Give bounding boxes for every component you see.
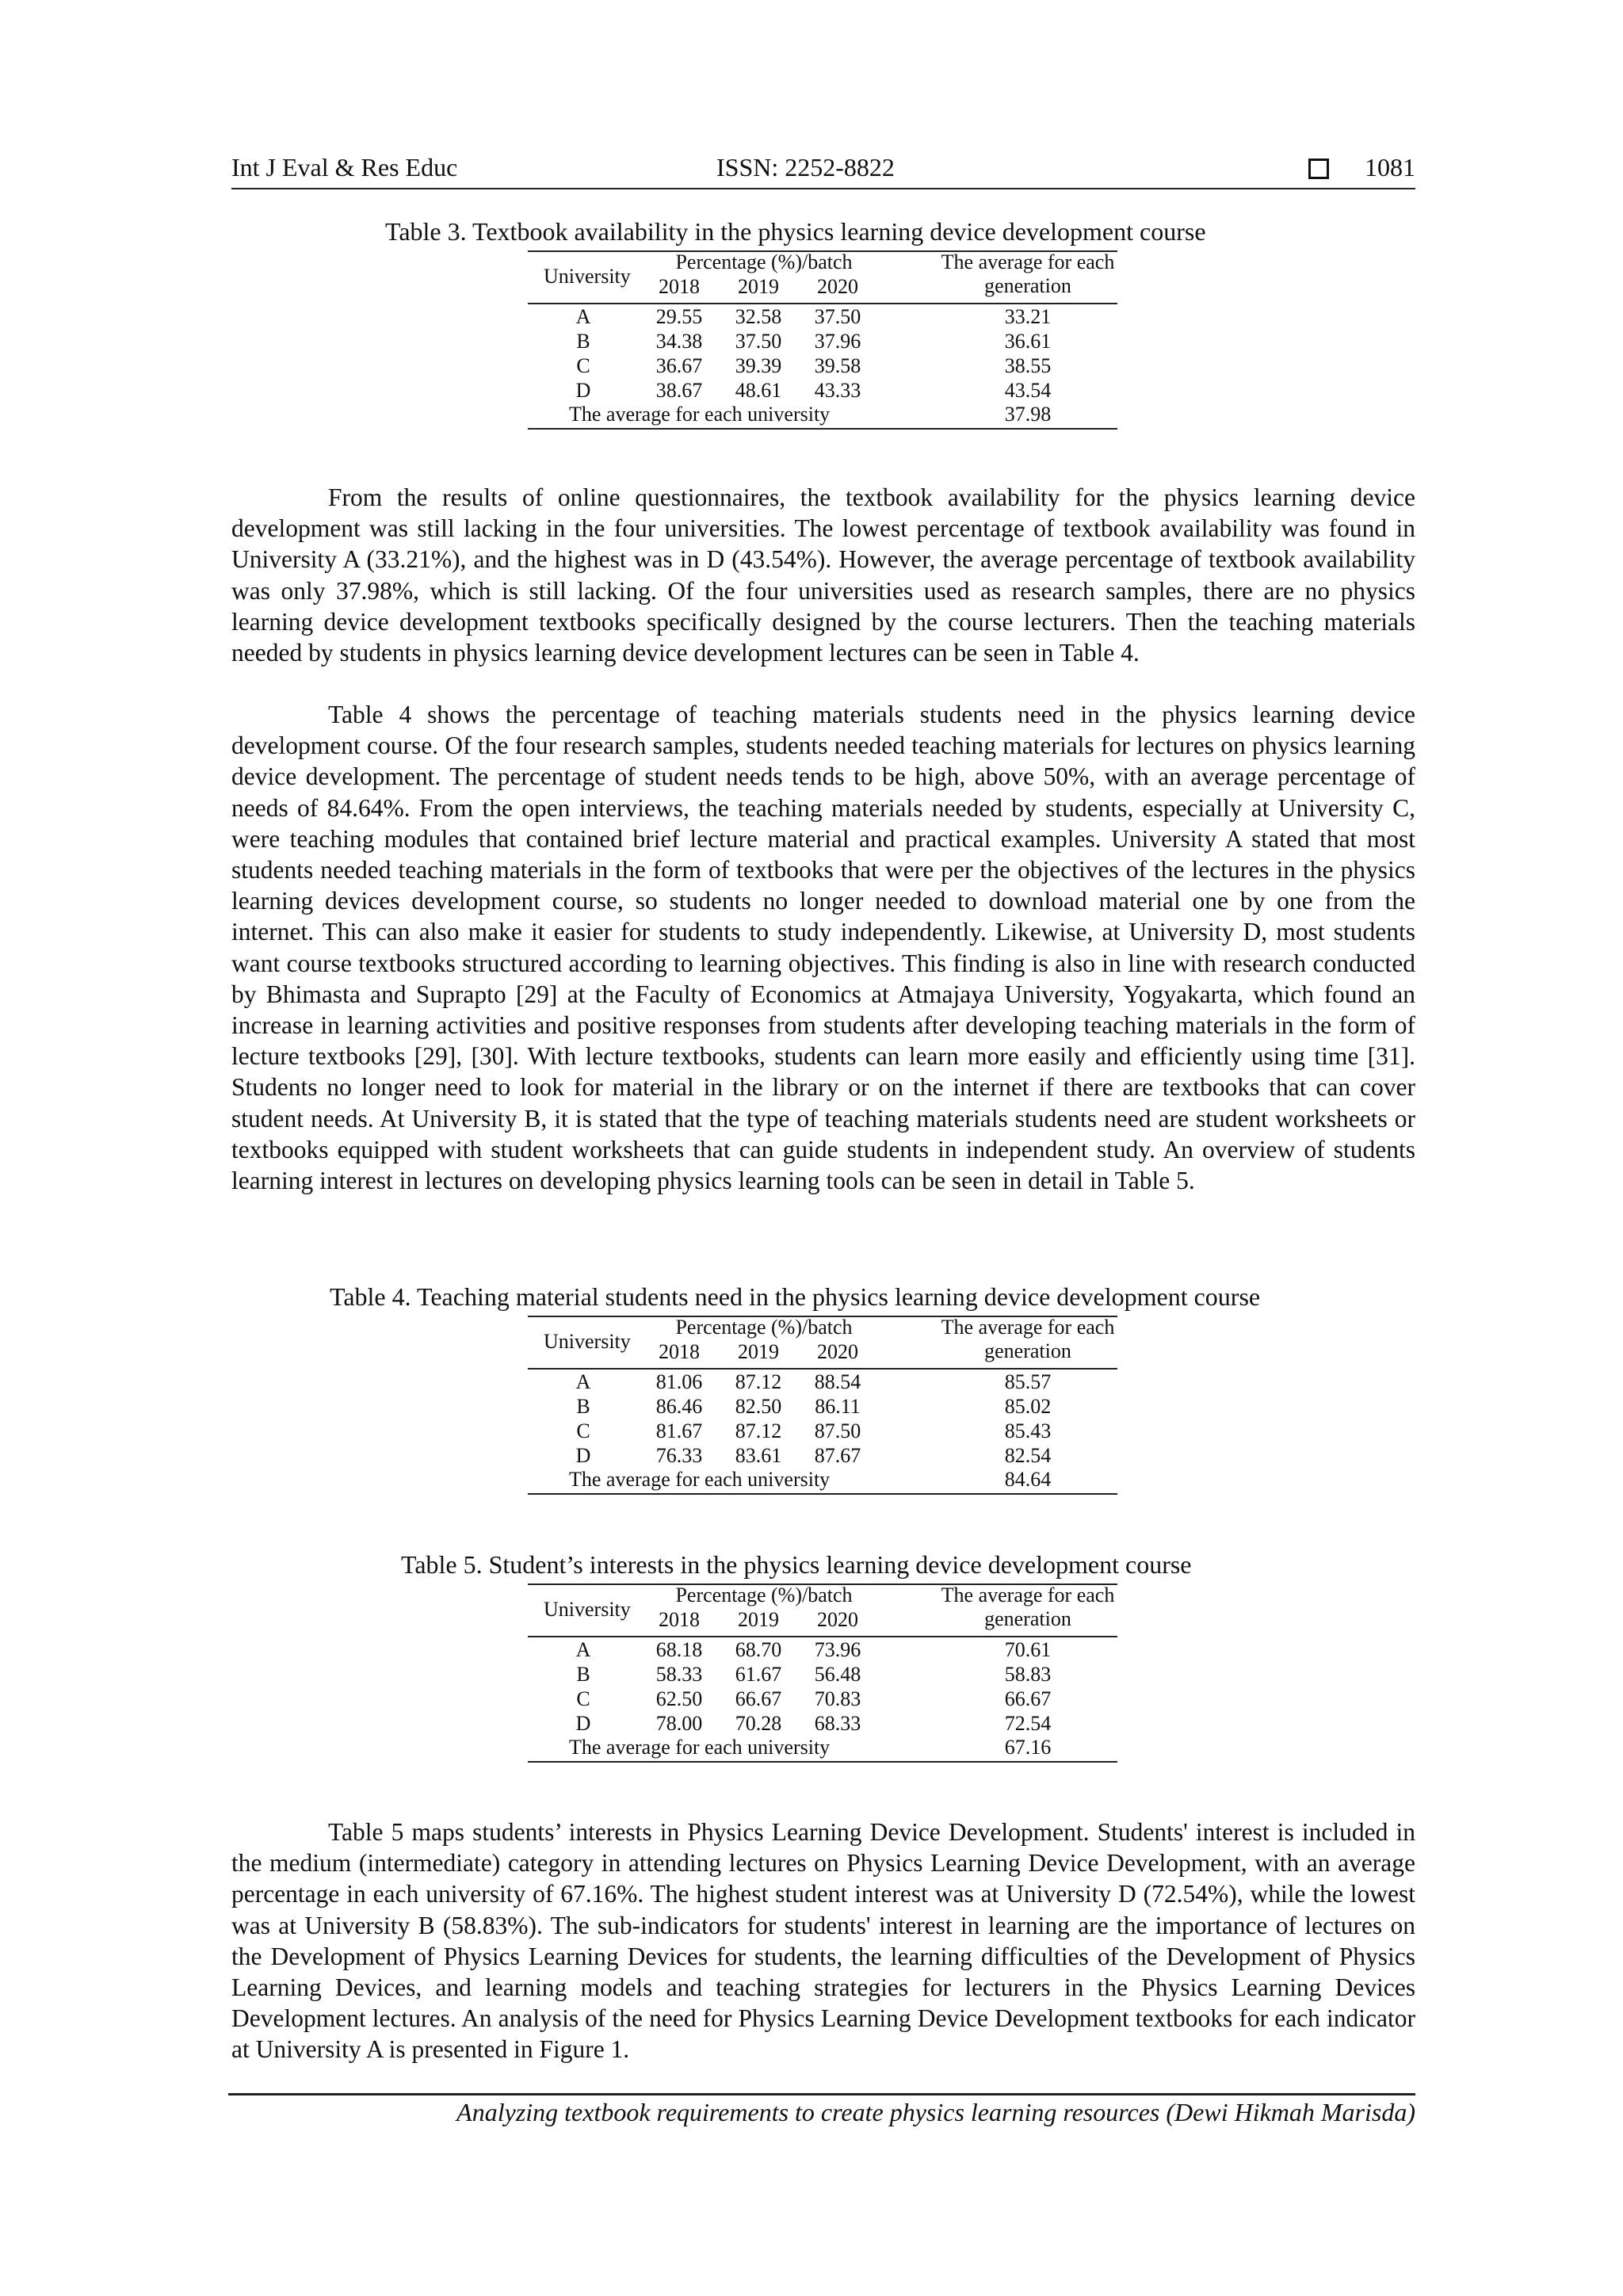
cell-value: 83.61 bbox=[735, 1444, 782, 1467]
table-row bbox=[528, 1711, 1117, 1736]
column-percentage: Percentage (%)/batch bbox=[675, 250, 853, 273]
cell-average: 58.83 bbox=[1004, 1663, 1052, 1686]
cell-university: D bbox=[575, 1712, 591, 1735]
cell-value: 68.33 bbox=[814, 1712, 861, 1735]
table-row bbox=[528, 1443, 1117, 1468]
column-year: 2020 bbox=[817, 275, 858, 298]
table-row bbox=[528, 1637, 1117, 1662]
page-number: 1081 bbox=[1365, 153, 1415, 181]
table-row bbox=[528, 304, 1117, 329]
cell-value: 81.06 bbox=[655, 1370, 703, 1393]
column-percentage: Percentage (%)/batch bbox=[675, 1584, 853, 1606]
cell-university: C bbox=[576, 354, 590, 377]
cell-average: 72.54 bbox=[1004, 1712, 1052, 1735]
cell-university: B bbox=[576, 1663, 590, 1686]
cell-value: 82.50 bbox=[735, 1395, 782, 1418]
paragraph: Table 4 shows the percentage of teaching materials students need in the physics learning device development course. Of the four research samples, students needed teaching materials for lectures on physics learning device development. The percentage of student needs tends to be high, above 50%, with an average percentage of needs of 84.64%. From the open interviews, the teaching materials needed by students, especially at University C, were teaching modules that contained brief lecture material and practical examples. University A stated that most students needed teaching materials in the form of textbooks that were per the objectives of the lectures in the physics learning devices development course, so students no longer needed to download material one by one from the internet. This can also make it easier for students to study independently. Likewise, at University D, most students want course textbooks structured according to learning objectives. This finding is also in line with research conducted by Bhimasta and Suprapto [29] at the Faculty of Economics at Atmajaya University, Yogyakarta, which found an increase in learning activities and positive responses from students after developing teaching materials in the form of lecture textbooks [29], [30]. With lecture textbooks, students can learn more easily and efficiently using time [31]. Students no longer need to look for material in the library or on the internet if there are textbooks that can cover student needs. At University B, it is stated that the type of teaching materials students need are student worksheets or textbooks equipped with student worksheets that can guide students in independent study. An overview of students learning interest in lectures on developing physics learning tools can be seen in detail in Table 5. bbox=[231, 701, 1415, 1195]
table-header bbox=[528, 1584, 1117, 1637]
column-university: University bbox=[544, 1598, 631, 1621]
cell-value: 87.67 bbox=[814, 1444, 861, 1467]
column-year: 2019 bbox=[738, 1340, 779, 1363]
cell-university: A bbox=[575, 305, 591, 328]
cell-university: A bbox=[575, 1370, 591, 1393]
cell-value: 66.67 bbox=[735, 1687, 782, 1710]
cell-value: 37.50 bbox=[814, 305, 861, 328]
table-5 bbox=[528, 1584, 1117, 1763]
table-row bbox=[528, 1419, 1117, 1443]
column-year: 2018 bbox=[659, 1340, 700, 1363]
table-row bbox=[528, 378, 1117, 403]
cell-value: 88.54 bbox=[814, 1370, 861, 1393]
cell-value: 87.50 bbox=[814, 1419, 861, 1442]
column-university: University bbox=[544, 1330, 631, 1353]
cell-value: 81.67 bbox=[655, 1419, 703, 1442]
cell-value: 62.50 bbox=[655, 1687, 703, 1710]
column-year: 2019 bbox=[738, 1608, 779, 1631]
table-4 bbox=[528, 1316, 1117, 1495]
cell-value: 38.67 bbox=[655, 379, 703, 402]
column-year: 2018 bbox=[659, 275, 700, 298]
table-row bbox=[528, 1687, 1117, 1711]
table-3-caption: Table 3. Textbook availability in the physics learning device development course bbox=[385, 217, 1206, 246]
cell-average: 33.21 bbox=[1004, 305, 1052, 328]
column-year: 2020 bbox=[817, 1608, 858, 1631]
table-5-caption: Table 5. Student’s interests in the physics learning device development course bbox=[401, 1550, 1192, 1579]
cell-value: 34.38 bbox=[655, 330, 703, 353]
cell-value: 78.00 bbox=[655, 1712, 703, 1735]
cell-value: 58.33 bbox=[655, 1663, 703, 1686]
cell-university: B bbox=[576, 1395, 590, 1418]
cell-average: 85.57 bbox=[1004, 1370, 1052, 1393]
footer-value: 84.64 bbox=[1004, 1468, 1052, 1491]
cell-value: 70.28 bbox=[735, 1712, 782, 1735]
cell-value: 37.50 bbox=[735, 330, 782, 353]
cell-average: 43.54 bbox=[1004, 379, 1052, 402]
column-university: University bbox=[544, 265, 631, 288]
table-footer-row bbox=[528, 1736, 1117, 1763]
column-percentage: Percentage (%)/batch bbox=[675, 1316, 853, 1339]
cell-value: 37.96 bbox=[814, 330, 861, 353]
table-row bbox=[528, 1394, 1117, 1419]
table-row bbox=[528, 329, 1117, 353]
column-average: The average for each generation bbox=[941, 250, 1115, 297]
footer-label: The average for each university bbox=[569, 403, 831, 426]
column-year: 2018 bbox=[659, 1608, 700, 1631]
cell-value: 68.70 bbox=[735, 1638, 782, 1661]
table-3 bbox=[528, 250, 1117, 430]
cell-value: 36.67 bbox=[655, 354, 703, 377]
table-header bbox=[528, 250, 1117, 304]
paragraph: From the results of online questionnaires, the textbook availability for the physics learning device development was still lacking in the four universities. The lowest percentage of textbook availability was found in University A (33.21%), and the highest was in D (43.54%). However, the average percentage of textbook availability was only 37.98%, which is still lacking. Of the four universities used as research samples, there are no physics learning device development textbooks specifically designed by the course lecturers. Then the teaching materials needed by students in physics learning device development lectures can be seen in Table 4. bbox=[231, 483, 1415, 667]
cell-average: 38.55 bbox=[1004, 354, 1052, 377]
cell-university: A bbox=[575, 1638, 591, 1661]
footer-value: 37.98 bbox=[1004, 403, 1052, 426]
cell-university: D bbox=[575, 1444, 591, 1467]
footer-label: The average for each university bbox=[569, 1736, 831, 1759]
column-year: 2020 bbox=[817, 1340, 858, 1363]
cell-value: 86.46 bbox=[655, 1395, 703, 1418]
footer-label: The average for each university bbox=[569, 1468, 831, 1491]
footer-rule bbox=[228, 2093, 1415, 2095]
cell-value: 87.12 bbox=[735, 1419, 782, 1442]
running-header bbox=[231, 153, 1415, 189]
cell-value: 68.18 bbox=[655, 1638, 703, 1661]
cell-value: 39.58 bbox=[814, 354, 861, 377]
cell-value: 43.33 bbox=[814, 379, 861, 402]
table-footer-row bbox=[528, 403, 1117, 430]
paragraph: Table 5 maps students’ interests in Physics Learning Device Development. Students' interest is included in the medium (intermediate) category in attending lectures on Physics Learning Device Development, with an average percentage in each university of 67.16%. The highest student interest was at University D (72.54%), while the lowest was at University B (58.83%). The sub-indicators for students' interest in learning are the importance of lectures on the Development of Physics Learning Devices for students, the learning difficulties of the Development of Physics Learning Devices, and learning models and teaching strategies for lecturers in the Physics Learning Devices Development lectures. An analysis of the need for Physics Learning Device Development textbooks for each indicator at University A is presented in Figure 1. bbox=[231, 1818, 1415, 2064]
cell-average: 36.61 bbox=[1004, 330, 1052, 353]
table-row bbox=[528, 1662, 1117, 1687]
column-average: The average for each generation bbox=[941, 1316, 1115, 1362]
cell-value: 70.83 bbox=[814, 1687, 861, 1710]
cell-value: 32.58 bbox=[735, 305, 782, 328]
cell-value: 39.39 bbox=[735, 354, 782, 377]
cell-university: C bbox=[576, 1419, 590, 1442]
cell-average: 70.61 bbox=[1004, 1638, 1052, 1661]
cell-value: 73.96 bbox=[814, 1638, 861, 1661]
square-icon bbox=[1308, 159, 1329, 179]
table-row bbox=[528, 1370, 1117, 1394]
cell-value: 61.67 bbox=[735, 1663, 782, 1686]
table-footer-row bbox=[528, 1468, 1117, 1495]
cell-university: B bbox=[576, 330, 590, 353]
table-header bbox=[528, 1316, 1117, 1370]
cell-university: D bbox=[575, 379, 591, 402]
cell-average: 66.67 bbox=[1004, 1687, 1052, 1710]
cell-value: 29.55 bbox=[655, 305, 703, 328]
cell-average: 85.02 bbox=[1004, 1395, 1052, 1418]
cell-average: 85.43 bbox=[1004, 1419, 1052, 1442]
footer-value: 67.16 bbox=[1004, 1736, 1052, 1759]
issn: ISSN: 2252-8822 bbox=[716, 153, 895, 181]
cell-value: 48.61 bbox=[735, 379, 782, 402]
cell-value: 56.48 bbox=[814, 1663, 861, 1686]
column-average: The average for each generation bbox=[941, 1584, 1115, 1630]
column-year: 2019 bbox=[738, 275, 779, 298]
cell-value: 86.11 bbox=[815, 1395, 861, 1418]
running-footer: Analyzing textbook requirements to create physics learning resources (Dewi Hikmah Marisda) bbox=[456, 2098, 1415, 2126]
journal-name: Int J Eval & Res Educ bbox=[231, 153, 458, 181]
cell-value: 87.12 bbox=[735, 1370, 782, 1393]
cell-value: 76.33 bbox=[655, 1444, 703, 1467]
cell-average: 82.54 bbox=[1004, 1444, 1052, 1467]
cell-university: C bbox=[576, 1687, 590, 1710]
table-row bbox=[528, 353, 1117, 378]
table-4-caption: Table 4. Teaching material students need in the physics learning device development course bbox=[330, 1282, 1261, 1311]
